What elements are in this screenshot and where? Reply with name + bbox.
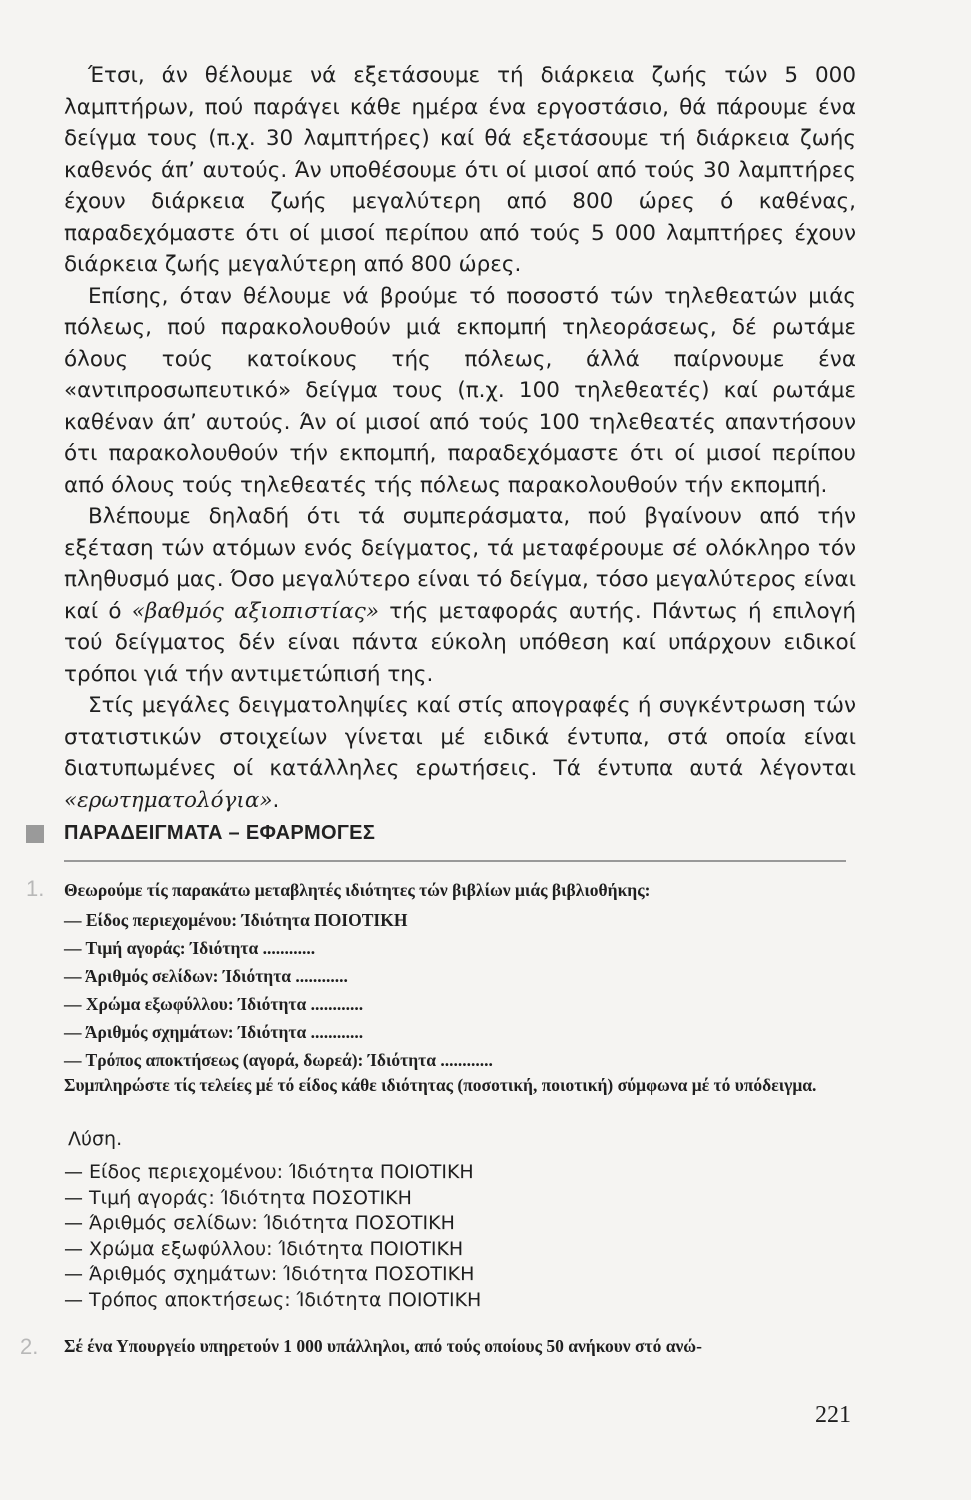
paragraph-3: [64, 501, 856, 690]
example-1-intro: Θεωρούμε τίς παρακάτω μεταβλητές ιδιότητες τών βιβλίων μιάς βιβλιοθήκης:: [64, 880, 651, 900]
example-1-items: [64, 906, 493, 1074]
paragraph-4-text-a: Στίς μεγάλες δειγματοληψίες καί στίς απογραφές ή συγκέντρωση τών στατιστικών στοιχείων γίνεται μέ ειδικά έντυπα, στά οποία είναι διατυπωμένες οί κατάλληλες ερωτήσεις. Τά έντυπα αυτά λέγονται: [64, 693, 856, 781]
section-title: ΠΑΡΑΔΕΙΓΜΑΤΑ – ΕΦΑΡΜΟΓΕΣ: [64, 822, 376, 844]
paragraph-3-text-a: Βλέπουμε δηλαδή ότι τά συμπεράσματα, πού βγαίνουν από τήν εξέταση τών ατόμων ενός δείγματος, τά μεταφέρουμε σέ ολόκληρο τόν πληθυσμό μας. Όσο μεγαλύτερο είναι τό δείγμα, τόσο μεγαλύτερος είναι καί ό: [64, 504, 856, 624]
list-item: — Άριθμός σελίδων: Ίδιότητα ΠΟΣΟΤΙΚΗ: [64, 1212, 455, 1234]
paragraph-4-text-b: .: [272, 787, 280, 813]
solution-items: [64, 1160, 481, 1313]
example-2-number: 2.: [20, 1334, 39, 1359]
paragraph-1: Έτσι, άν θέλουμε νά εξετάσουμε τή διάρκεια ζωής τών 5 000 λαμπτήρων, πού παράγει κάθε ημέρα ένα εργοστάσιο, θά πάρουμε ένα δείγμα τους (π.χ. 30 λαμπτήρες) καί θά εξετάσουμε τή διάρκεια ζωής καθενός άπ’ αυτούς. Άν υποθέσουμε ότι οί μισοί από τούς 30 λαμπτήρες έχουν διάρκεια ζωής μεγαλύτερη από 800 ώρες ό καθένας, παραδεχόμαστε ότι οί μισοί περίπου από τούς 5 000 λαμπτήρες έχουν διάρκεια ζωής μεγαλύτερη από 800 ώρες.: [64, 63, 856, 277]
questionnaire-term: «ερωτηματολόγια»: [64, 787, 273, 813]
list-item: — Τιμή αγοράς: Ίδιότητα ............: [64, 938, 316, 958]
list-item: — Άριθμός σχημάτων: Ίδιότητα ΠΟΣΟΤΙΚΗ: [64, 1263, 475, 1285]
example-1-number: 1.: [26, 876, 45, 901]
example-1-task: Συμπληρώστε τίς τελείες μέ τό είδος κάθε ιδιότητας (ποσοτική, ποιοτική) σύμφωνα μέ τό υπόδειγμα.: [64, 1075, 817, 1095]
list-item: — Άριθμός σχημάτων: Ίδιότητα ............: [64, 1022, 364, 1042]
list-item: — Άριθμός σελίδων: Ίδιότητα ............: [64, 966, 348, 986]
paragraph-3-text-b: τής μεταφοράς αυτής. Πάντως ή επιλογή τού δείγματος δέν είναι πάντα εύκολη υπόθεση καί υπάρχουν ειδικοί τρόποι γιά τήν αντιμετώπισή της.: [64, 598, 856, 687]
list-item: — Τρόπος αποκτήσεως (αγορά, δωρεά): Ίδιότητα ............: [64, 1050, 493, 1070]
section-divider: [64, 860, 846, 862]
example-2-text: Σέ ένα Υπουργείο υπηρετούν 1 000 υπάλληλοι, από τούς οποίους 50 ανήκουν στό ανώ-: [64, 1336, 702, 1356]
paragraph-2: Επίσης, όταν θέλουμε νά βρούμε τό ποσοστό τών τηλεθεατών μιάς πόλεως, πού παρακολουθούν μιά εκπομπή τηλεοράσεως, δέ ρωτάμε όλους τούς κατοίκους τής πόλεως, άλλά παίρνουμε ένα «αντιπροσωπευτικό» δείγμα τους (π.χ. 100 τηλεθεατές) καί ρωτάμε καθέναν άπ’ αυτούς. Άν οί μισοί από τούς 100 τηλεθεατές απαντήσουν ότι παρακολουθούν τήν εκπομπή, παραδεχόμαστε ότι οί μισοί περίπου από όλους τούς τηλεθεατές τής πόλεως παρακολουθούν τήν εκπομπή.: [64, 283, 856, 498]
square-bullet-icon: [26, 825, 44, 843]
list-item: — Χρώμα εξωφύλλου: Ίδιότητα ΠΟΙΟΤΙΚΗ: [64, 1237, 464, 1260]
paragraph-4: [64, 690, 856, 816]
list-item: — Τρόπος αποκτήσεως: Ίδιότητα ΠΟΙΟΤΙΚΗ: [64, 1288, 482, 1311]
page-number: 221: [815, 1402, 851, 1428]
list-item: — Είδος περιεχομένου: Ίδιότητα ΠΟΙΟΤΙΚΗ: [64, 910, 408, 930]
section-header: [26, 822, 846, 845]
solution-label: Λύση.: [68, 1128, 123, 1150]
main-text: [64, 60, 856, 816]
list-item: — Είδος περιεχομένου: Ίδιότητα ΠΟΙΟΤΙΚΗ: [64, 1161, 474, 1183]
list-item: — Τιμή αγοράς: Ίδιότητα ΠΟΣΟΤΙΚΗ: [64, 1186, 412, 1209]
list-item: — Χρώμα εξωφύλλου: Ίδιότητα ............: [64, 994, 364, 1014]
reliability-term: «βαθμός αξιοπιστίας»: [131, 598, 379, 624]
